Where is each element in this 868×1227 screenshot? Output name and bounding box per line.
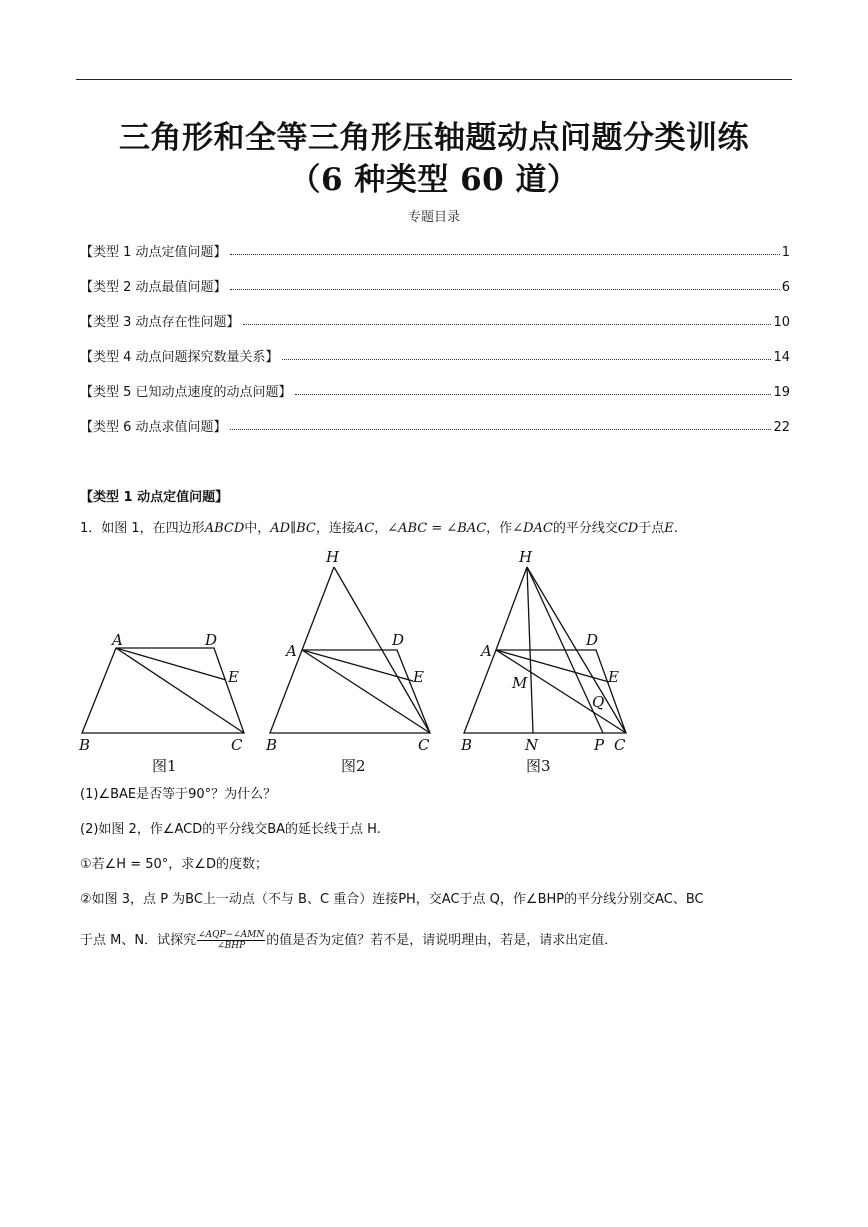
toc-item-type-1[interactable]	[80, 240, 790, 260]
toc-leader	[230, 289, 780, 290]
label-c: C	[614, 736, 626, 754]
label-d: D	[205, 631, 218, 649]
question-2: (2)如图 2，作∠ACD的平分线交BA的延长线于点 H.	[80, 822, 381, 837]
label-e: E	[413, 668, 424, 686]
page-title: 三角形和全等三角形压轴题动点问题分类训练	[119, 120, 749, 156]
problem-intro	[80, 519, 792, 539]
segment-ae	[302, 650, 413, 681]
segment-ae	[116, 648, 226, 680]
segment-ah	[302, 567, 334, 650]
toc-item-type-2[interactable]	[80, 275, 790, 295]
figure-3-labels	[460, 548, 626, 754]
toc-item-page: 10	[773, 315, 790, 330]
section-heading: 【类型 1 动点定值问题】	[80, 490, 229, 505]
question-2-2: ②如图 3，点 P 为BC上一动点（不与 B、C 重合）连接PH，交AC于点 Q，作∠BHP的平分线分别交AC、BC	[80, 892, 704, 907]
label-d: D	[586, 631, 599, 649]
page-title-line2: （6 种类型 60 道）	[289, 162, 579, 198]
math: CD	[617, 521, 639, 536]
label-c: C	[418, 736, 430, 754]
toc-item-type-5[interactable]	[80, 380, 790, 400]
label-a: A	[286, 642, 297, 660]
fraction-denominator: ∠BHP	[217, 941, 246, 951]
label-c: C	[231, 736, 243, 754]
toc-item-type-4[interactable]	[80, 345, 790, 365]
label-e: E	[608, 668, 619, 686]
segment-ac	[116, 648, 244, 733]
label-e: E	[228, 668, 239, 686]
text: ，	[374, 521, 388, 536]
math: AC	[354, 521, 375, 536]
caption-figure-2: 图2	[341, 757, 366, 775]
figures	[0, 540, 868, 780]
label-a: A	[481, 642, 492, 660]
segment-ah	[496, 567, 527, 650]
fraction-numerator: ∠AQP−∠AMN	[198, 930, 265, 940]
text: 于点 M、N．试探究	[80, 933, 197, 948]
toc-item-label: 【类型 6 动点求值问题】	[80, 420, 227, 435]
caption-figure-3: 图3	[526, 757, 551, 775]
figure-1	[82, 648, 244, 733]
toc-item-type-3[interactable]	[80, 310, 790, 330]
label-b: B	[266, 736, 278, 754]
math: ∠DAC	[512, 521, 553, 536]
math: AD∥BC	[270, 521, 316, 536]
toc-item-label: 【类型 3 动点存在性问题】	[80, 315, 240, 330]
toc-leader	[243, 324, 772, 325]
text: ，作	[486, 521, 513, 536]
label-p: P	[594, 736, 605, 754]
toc-item-page: 19	[773, 385, 790, 400]
text: 于点	[638, 521, 665, 536]
toc-item-type-6[interactable]	[80, 415, 790, 435]
question-2-2-continued	[80, 930, 792, 951]
toc-item-page: 6	[781, 280, 790, 295]
caption-figure-1: 图1	[152, 757, 177, 775]
math: ∠ABC = ∠BAC	[387, 521, 487, 536]
figure-1-labels	[78, 631, 243, 754]
text: ，连接	[315, 521, 355, 536]
figure-2-labels	[265, 548, 430, 754]
toc-item-page: 1	[781, 245, 790, 260]
quadrilateral-abcd	[82, 648, 244, 733]
math: E.	[664, 521, 678, 536]
toc-item-label: 【类型 2 动点最值问题】	[80, 280, 227, 295]
label-m: M	[512, 674, 528, 692]
text: 中，	[244, 521, 271, 536]
toc-leader	[230, 254, 780, 255]
label-a: A	[112, 631, 123, 649]
toc-item-label: 【类型 1 动点定值问题】	[80, 245, 227, 260]
fraction	[197, 930, 265, 951]
toc-heading: 专题目录	[407, 210, 460, 225]
toc-item-label: 【类型 4 动点问题探究数量关系】	[80, 350, 279, 365]
toc-leader	[230, 429, 772, 430]
header-rule	[76, 79, 792, 80]
label-h: H	[326, 548, 340, 566]
toc-leader	[295, 394, 772, 395]
label-b: B	[461, 736, 473, 754]
label-q: Q	[592, 693, 605, 711]
question-1: (1)∠BAE是否等于90°？为什么？	[80, 787, 277, 802]
label-n: N	[525, 736, 539, 754]
toc-leader	[282, 359, 772, 360]
text: 的值是否为定值？若不是，请说明理由，若是，请求出定值．	[266, 933, 618, 948]
toc-item-label: 【类型 5 已知动点速度的动点问题】	[80, 385, 292, 400]
toc-item-page: 22	[773, 420, 790, 435]
label-d: D	[392, 631, 405, 649]
text: 1．如图 1，在四边形	[80, 521, 205, 536]
text: 的平分线交	[552, 521, 618, 536]
label-b: B	[79, 736, 91, 754]
segment-ac	[302, 650, 430, 733]
question-2-1: ①若∠H = 50°，求∠D的度数；	[80, 857, 268, 872]
math: ABCD	[204, 521, 245, 536]
label-h: H	[519, 548, 533, 566]
toc-item-page: 14	[773, 350, 790, 365]
